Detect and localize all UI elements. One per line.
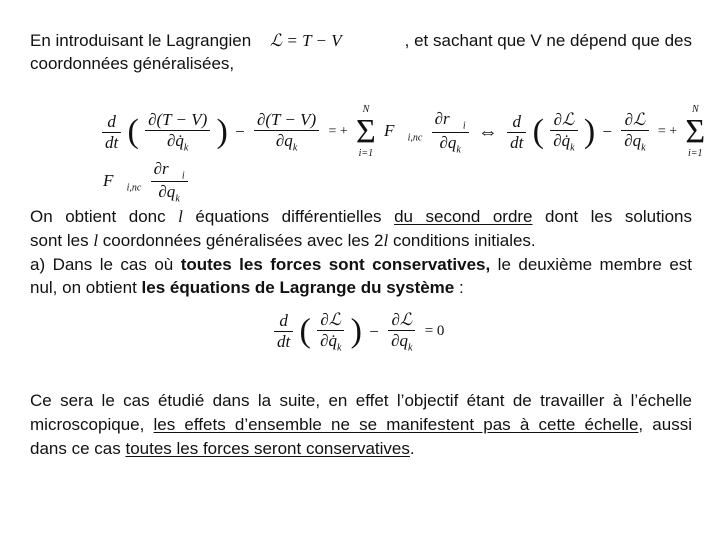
para2-line-2: sont les l coordonnées généralisées avec les 2l conditions initiales. xyxy=(30,231,536,250)
time-derivative: $\frac{d}{dt}$ xyxy=(102,112,121,153)
intro-line-1 xyxy=(30,30,692,52)
equivalence-symbol: ⇔ xyxy=(477,120,498,143)
intro-text-a: En introduisant le Lagrangien xyxy=(30,31,252,50)
sum-symbol: N Σ i=1 xyxy=(356,104,376,159)
partial-L-over-q: $\frac{\text{∂ℒ}}{\partial q_k}$ xyxy=(621,110,648,153)
bold-conservative-forces: toutes les forces sont conservatives, xyxy=(180,255,491,274)
partial-r-over-q: $\frac{\partial r⃗_i}{\partial q_k}$ xyxy=(432,109,469,155)
para3-line-2: microscopique, les effets d’ensemble ne se manifestent pas à cette échelle, aussi xyxy=(30,415,692,434)
partial-tv-over-qdot: $\frac{\partial(T - V)}{\partial q̇_k}$ xyxy=(145,110,210,153)
lagrange-equation-general: $\frac{d}{dt}$ ( $\frac{\partial(T - V)}{\partial q̇_k}$ ) − $\frac{\partial(T - V)}{\partial q_k}$ = + N Σ i=1 $F⃗_{i,nc}$ $\frac{\partial r⃗_i}{\partial q_k}$ ⇔ $\frac{d}{dt}$ ( $\frac{\text{∂ℒ}}{\partial q̇_k}$ ) − $\frac{\text{∂ℒ}}{\partial q_k}$ = + N Σ i=1 $F⃗_{i,nc}$ $\frac{\partial r⃗_i}{\partial q_k}$ xyxy=(103,104,706,205)
bold-lagrange-equations: les équations de Lagrange du système xyxy=(141,278,455,297)
underlined-second-order: du second ordre xyxy=(394,207,533,226)
para2-line-3: a) Dans le cas où toutes les forces sont conservatives, le deuxième membre est xyxy=(30,255,693,274)
para2-line-1: On obtient donc l équations différentielles du second ordre dont les solutions xyxy=(30,207,692,226)
para3-line-3: dans ce cas toutes les forces seront conservatives. xyxy=(30,439,415,458)
intro-text-b: , et sachant que V ne dépend que des xyxy=(404,31,692,50)
partial-L-over-qdot: $\frac{\text{∂ℒ}}{\partial q̇_k}$ xyxy=(550,110,577,153)
lagrangian-definition: ℒ = T − V xyxy=(269,31,342,50)
underlined-forces-conservative: toutes les forces seront conservatives xyxy=(125,439,410,458)
partial-tv-over-q: $\frac{\partial(T - V)}{\partial q_k}$ xyxy=(254,110,319,153)
para2-line-4: nul, on obtient les équations de Lagrange du système : xyxy=(30,278,464,297)
intro-text-c: coordonnées généralisées, xyxy=(30,54,235,73)
equals-zero: = 0 xyxy=(424,323,445,340)
var-l: l xyxy=(178,207,183,226)
para3-line-1: Ce sera le cas étudié dans la suite, en effet l’objectif étant de travailler à l’échelle xyxy=(30,391,692,410)
underlined-ensemble-effects: les effets d’ensemble ne se manifestent pas à cette échelle xyxy=(153,415,639,434)
lagrange-equation-conservative: $\frac{d}{dt}$ ( $\frac{\text{∂ℒ}}{\partial q̇_k}$ ) − $\frac{\text{∂ℒ}}{\partial q_k}$ = 0 xyxy=(272,310,447,353)
intro-line-2 xyxy=(30,53,692,75)
